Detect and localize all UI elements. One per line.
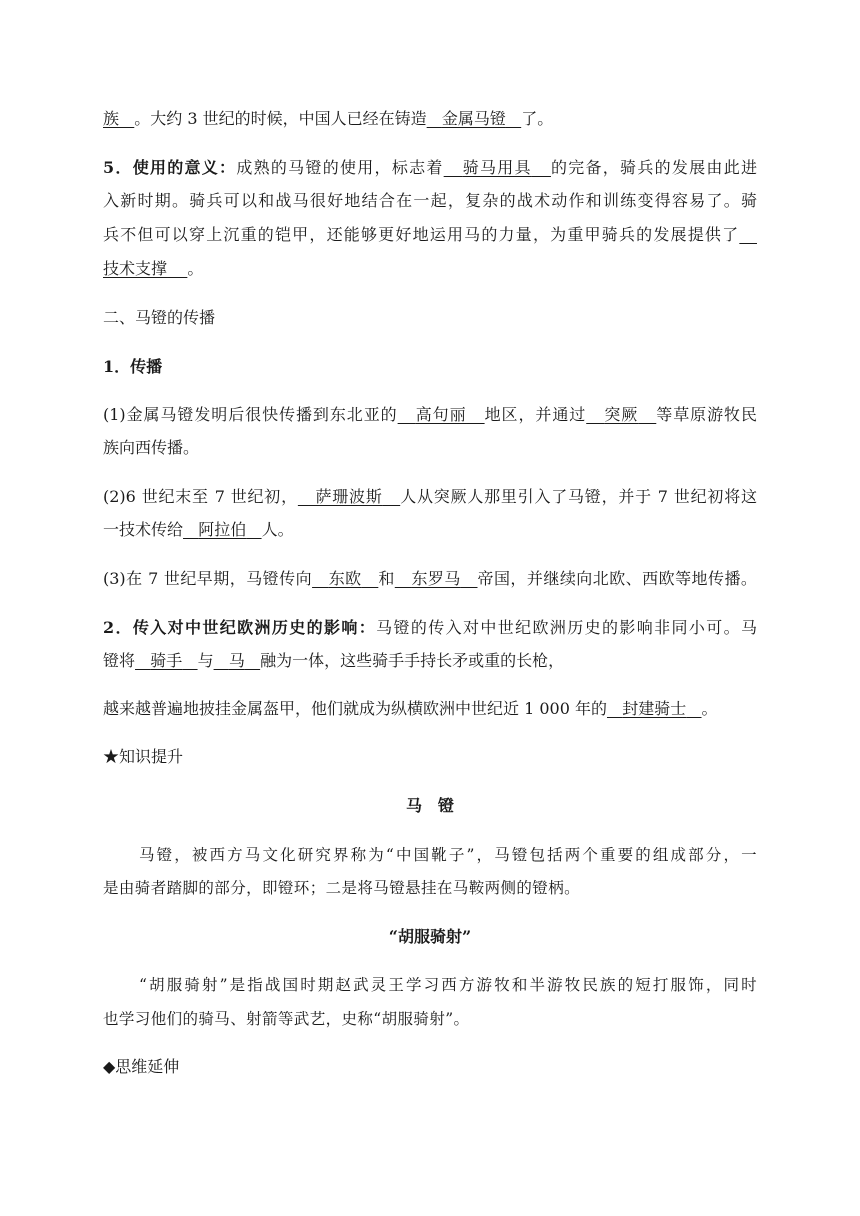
thinking-label: ◆思维延伸 — [103, 1057, 180, 1076]
fill-blank: 骑手 — [150, 651, 183, 670]
fill-blank: 封建骑士 — [622, 699, 687, 718]
fill-blank: 金属马镫 — [441, 109, 506, 128]
spread-item-2-line-2: 一技术传给 阿拉伯 人。 — [103, 520, 294, 539]
usage-line-1: 5．使用的意义：成熟的马镫的使用，标志着 骑马用具 的完备，骑兵的发展由此进 — [103, 158, 757, 177]
text-line: 族 。大约 3 世纪的时候，中国人已经在铸造 金属马镫 了。 — [103, 109, 554, 128]
fill-blank: 阿拉伯 — [198, 520, 247, 539]
influence-line-2: 镫将 骑手 与 马 融为一体，这些骑手手持长矛或重的长枪， — [103, 651, 565, 670]
fill-blank: 技术支撑 — [103, 259, 168, 278]
section-heading: 二、马镫的传播 — [103, 308, 216, 327]
spread-item-1-line-2: 族向西传播。 — [103, 438, 200, 457]
usage-line-4: 技术支撑 。 — [103, 259, 204, 278]
usage-line-2: 入新时期。骑兵可以和战马很好地结合在一起，复杂的战术动作和训练变得容易了。骑 — [103, 191, 757, 210]
spread-item-2-line-1: (2)6 世纪末至 7 世纪初， 萨珊波斯 人从突厥人那里引入了马镫，并于 7 世纪初将这 — [103, 487, 757, 506]
knowledge-box-1-line-2: 是由骑者踏脚的部分，即镫环；二是将马镫悬挂在马鞍两侧的镫柄。 — [103, 879, 581, 897]
fill-blank: 高句丽 — [415, 405, 467, 424]
fill-blank: 萨珊波斯 — [315, 487, 383, 506]
fill-blank: 骑马用具 — [462, 158, 532, 177]
knowledge-box-2-line-2: 也学习他们的骑马、射箭等武艺，史称“胡服骑射”。 — [103, 1010, 470, 1028]
fill-blank: 突厥 — [604, 405, 639, 424]
spread-item-3: (3)在 7 世纪早期，马镫传向 东欧 和 东罗马 帝国，并继续向北欧、西欧等地传播。 — [103, 569, 757, 588]
sub-heading-spread: 1．传播 — [103, 357, 163, 376]
influence-title: 传入对中世纪欧洲历史的影响： — [132, 618, 377, 637]
fill-blank — [739, 225, 757, 244]
knowledge-label: ★知识提升 — [103, 747, 184, 766]
fill-blank: 东欧 — [328, 569, 362, 588]
fill-blank: 马 — [228, 651, 245, 670]
spread-item-1-line-1: (1)金属马镫发明后很快传播到东北亚的 高句丽 地区，并通过 突厥 等草原游牧民 — [103, 405, 757, 424]
knowledge-box-1-line-1: 马镫，被西方马文化研究界称为“中国靴子”，马镫包括两个重要的组成部分，一 — [139, 846, 757, 864]
influence-line-3: 越来越普遍地披挂金属盔甲，他们就成为纵横欧洲中世纪近 1 000 年的 封建骑士 。 — [103, 699, 718, 718]
usage-title: 使用的意义： — [132, 158, 237, 177]
fill-blank: 族 — [103, 109, 120, 128]
influence-line-1: 2．传入对中世纪欧洲历史的影响：马镫的传入对中世纪欧洲历史的影响非同小可。马 — [103, 618, 757, 637]
usage-line-3: 兵不但可以穿上沉重的铠甲，还能够更好地运用马的力量，为重甲骑兵的发展提供了 — [103, 224, 757, 246]
knowledge-box-2-line-1: “胡服骑射”是指战国时期赵武灵王学习西方游牧和半游牧民族的短打服饰，同时 — [139, 976, 757, 994]
knowledge-box-2-title: “胡服骑射” — [388, 927, 472, 946]
fill-blank: 东罗马 — [411, 569, 461, 588]
knowledge-box-1-title: 马 镫 — [405, 796, 454, 815]
